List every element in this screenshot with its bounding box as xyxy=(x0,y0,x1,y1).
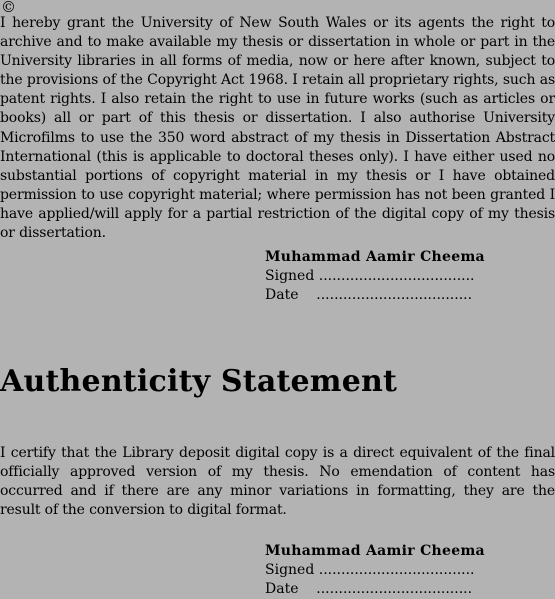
signature-block-authenticity xyxy=(265,542,485,599)
copyright-symbol: © xyxy=(1,0,16,16)
signature-block-copyright xyxy=(265,248,485,305)
date-line: Date ................................... xyxy=(265,581,473,598)
date-line: Date ................................... xyxy=(265,287,473,304)
signed-line: Signed ................................... xyxy=(265,268,475,285)
signed-line: Signed ................................... xyxy=(265,562,475,579)
signatory-name: Muhammad Aamir Cheema xyxy=(265,543,485,559)
authenticity-statement-heading: Authenticity Statement xyxy=(0,364,398,399)
authenticity-statement-paragraph: I certify that the Library deposit digital copy is a direct equivalent of the final officially approved version of my thesis. No emendation of content has occurred and if there are any minor variations in formatting, they are the result of the conversion to digital format. xyxy=(0,445,555,519)
signatory-name: Muhammad Aamir Cheema xyxy=(265,249,485,265)
copyright-statement-paragraph: I hereby grant the University of New South Wales or its agents the right to archive and to make available my thesis or dissertation in whole or part in the University libraries in all forms of media, now or here after known, subject to the provisions of the Copyright Act 1968. I retain all proprietary rights, such as patent rights. I also retain the right to use in future works (such as articles or books) all or part of this thesis or dissertation. I also authorise University Microfilms to use the 350 word abstract of my thesis in Dissertation Abstract International (this is applicable to doctoral theses only). I have either used no substantial portions of copyright material in my thesis or I have obtained permission to use copyright material; where permission has not been granted I have applied/will apply for a partial restriction of the digital copy of my thesis or dissertation. xyxy=(0,15,555,242)
